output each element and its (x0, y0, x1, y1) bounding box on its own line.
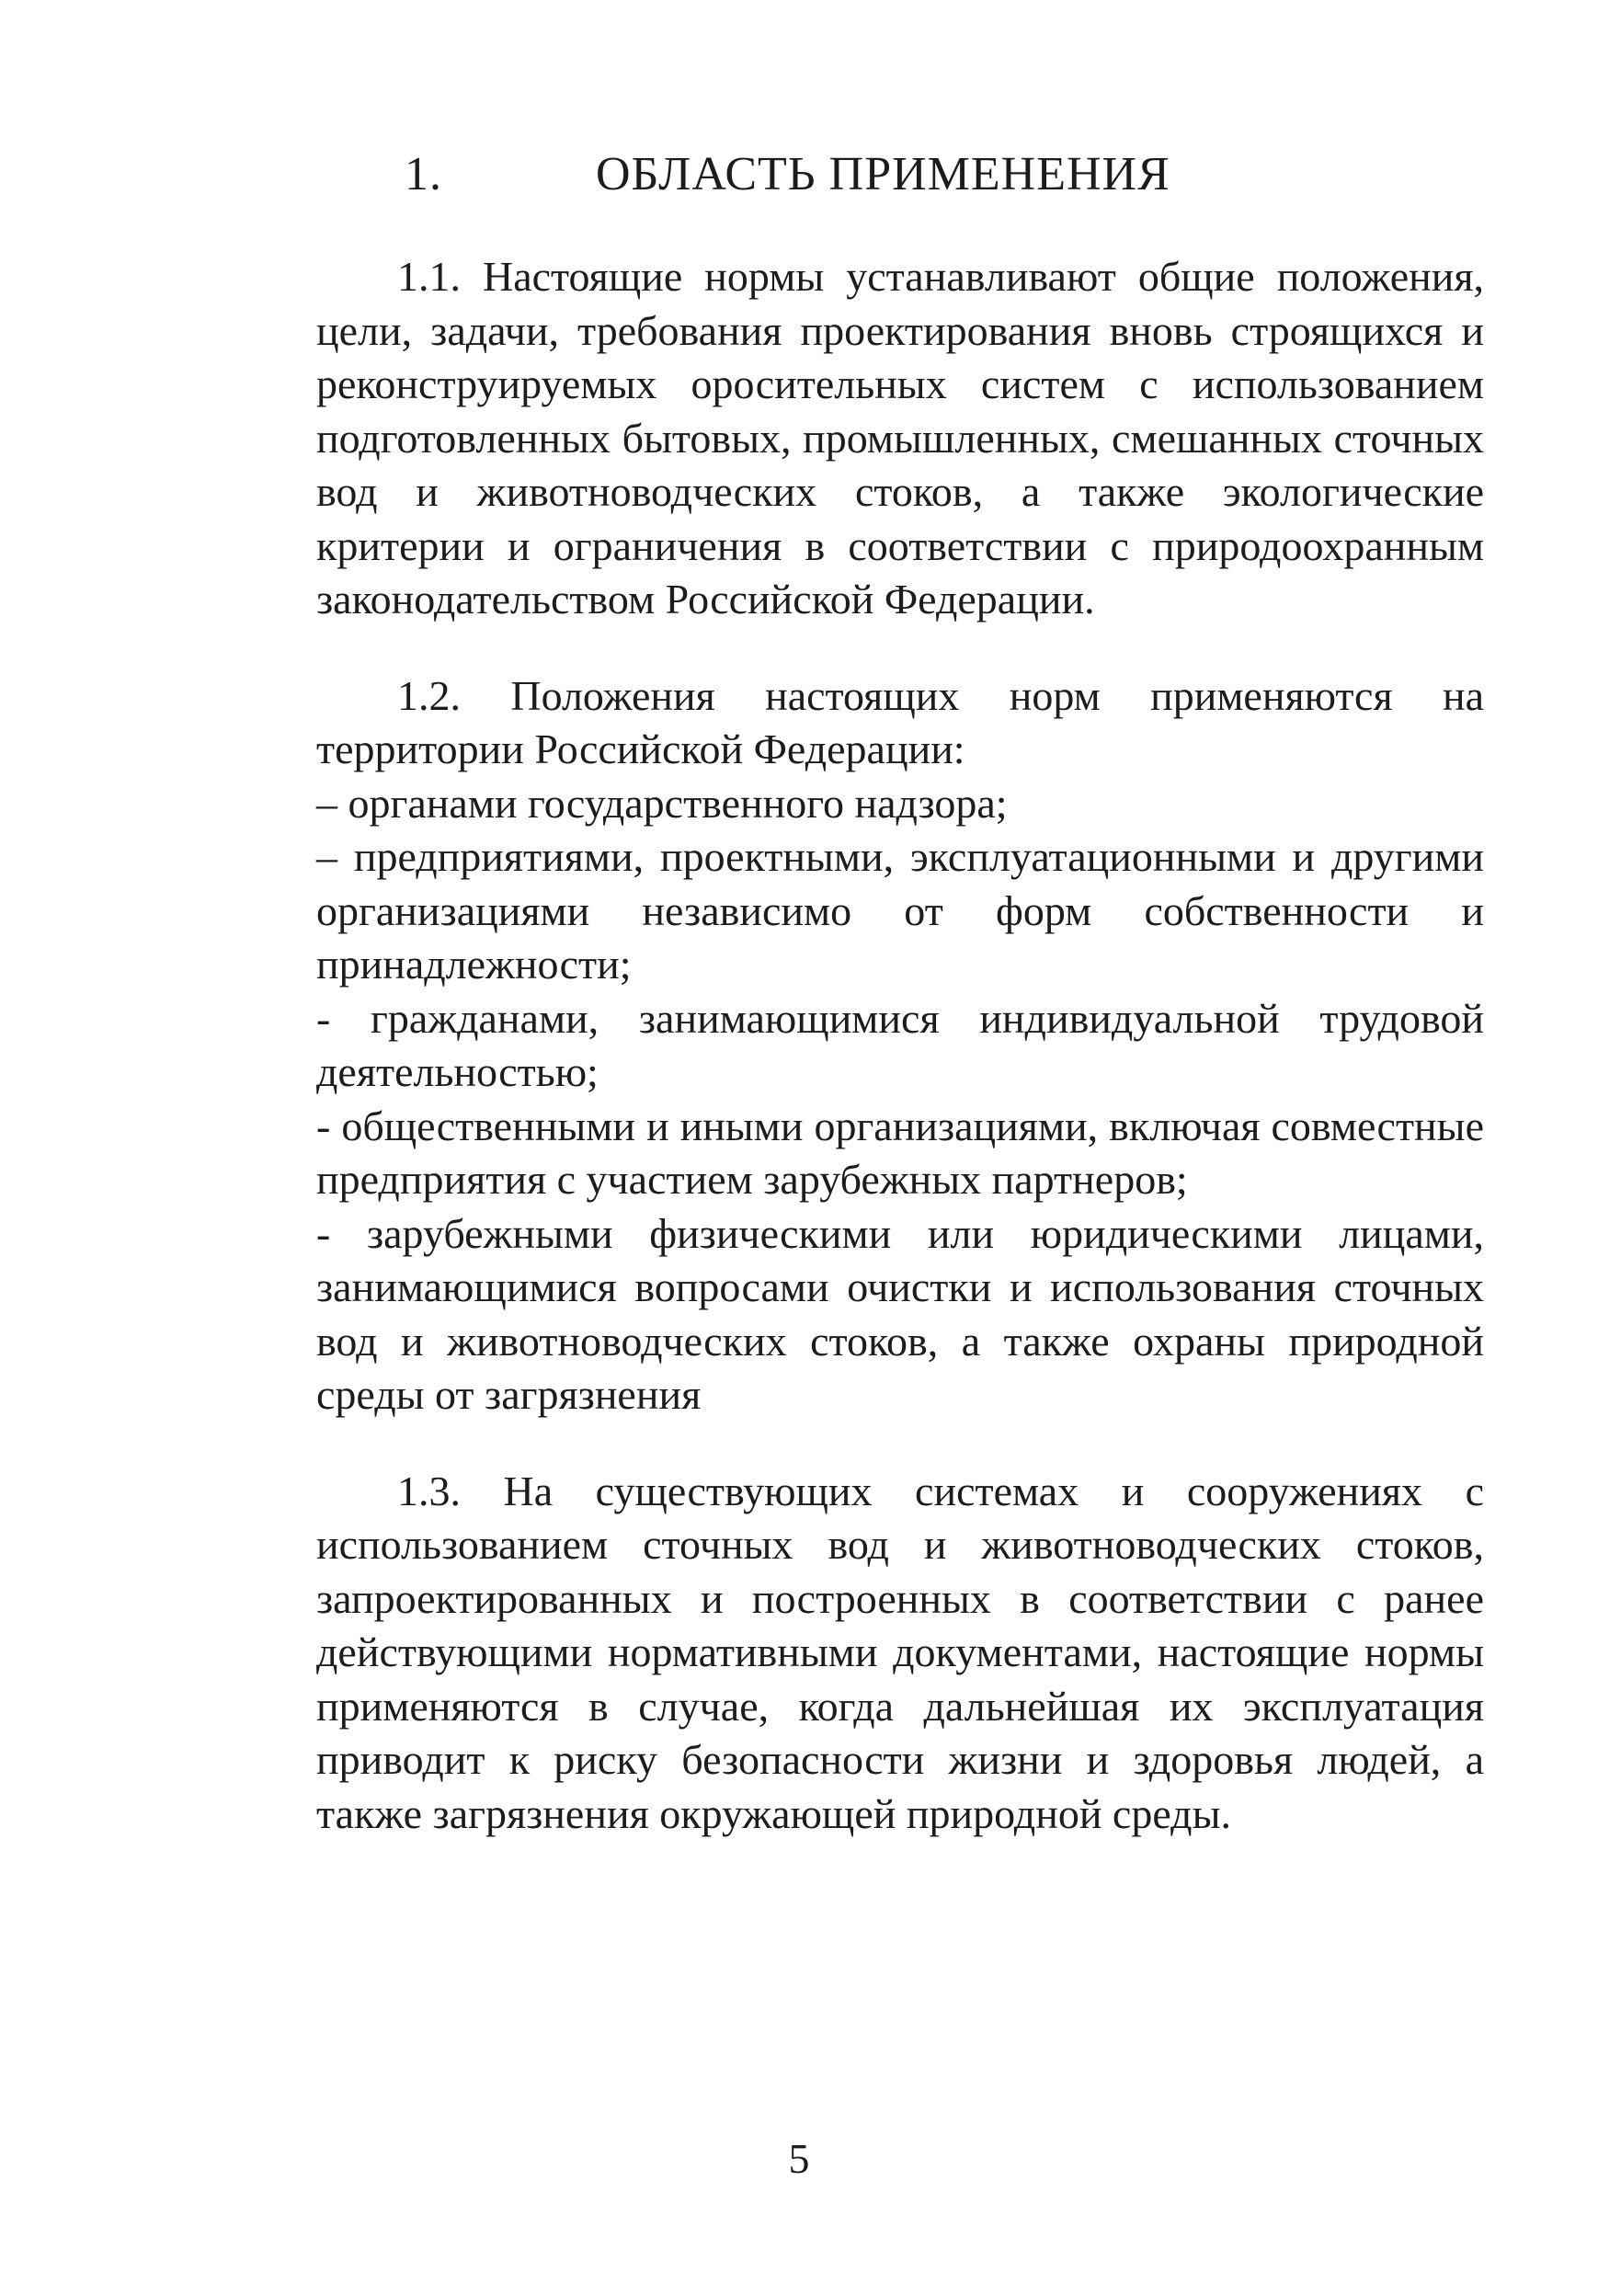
section-number: 1. (405, 148, 442, 200)
document-body (316, 250, 1484, 1841)
list-item-public-organizations: - общественными и иными организациями, включая совместные предприятия с участием зарубежных партнеров; (316, 1102, 1484, 1203)
list-item-foreign-persons: - зарубежными физическими или юридическими лицами, занимающимися вопросами очистки и использования сточных вод и животноводческих стоков, а также охраны природной среды от загрязнения (316, 1209, 1484, 1418)
list-item-enterprises: – предприятиями, проектными, эксплуатационными и другими организациями независимо от форм собственности и принадлежности; (316, 833, 1484, 988)
paragraph-1-3: 1.3. На существующих системах и сооружениях с использованием сточных вод и животноводческих стоков, запроектированных и построенных в соответствии с ранее действующими нормативными документами, настоящие нормы применяются в случае, когда дальнейшая их эксплуатация приводит к риску безопасности жизни и здоровья людей, а также загрязнения окружающей природной среды. (316, 1467, 1484, 1837)
page-number: 5 (788, 2135, 810, 2182)
section-heading (0, 138, 1598, 211)
list-item-state-supervision: – органами государственного надзора; (316, 779, 1008, 827)
paragraph-1-1: 1.1. Настоящие нормы устанавливают общие положения, цели, задачи, требования проектирования вновь строящихся и реконструируемых оросительных систем с использованием подготовленных бытовых, промышленных, смешанных сточных вод и животноводческих стоков, а также экологические критерии и ограничения в соответствии с природоохранным законодательством Российской Федерации. (316, 253, 1484, 623)
paragraph-1-2: 1.2. Положения настоящих норм применяются на территории Российской Федерации: (316, 671, 1484, 772)
list-item-citizens: - гражданами, занимающимися индивидуальной трудовой деятельностью; (316, 994, 1484, 1095)
section-title: ОБЛАСТЬ ПРИМЕНЕНИЯ (596, 148, 1170, 200)
